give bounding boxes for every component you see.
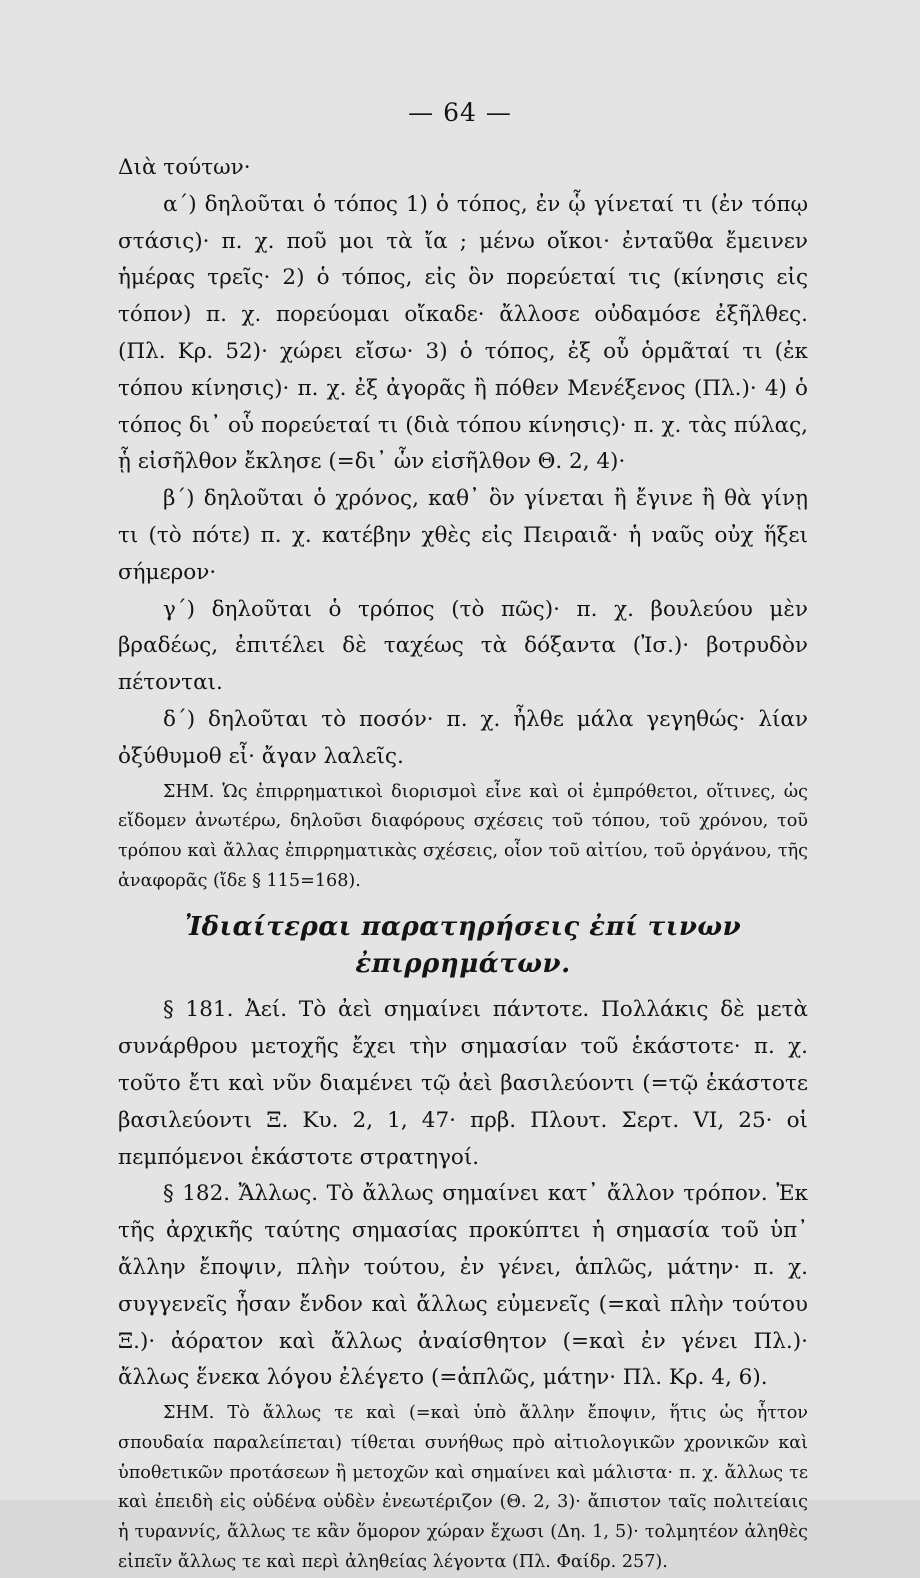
paragraph-delta: δ΄) δηλοῦται τὸ ποσόν· π. χ. ἦλθε μάλα γεγηθώς· λίαν ὀξύθυμοθ εἶ· ἄγαν λαλεῖς. bbox=[118, 706, 808, 769]
section-title: Ἰδιαίτεραι παρατηρήσεις ἐπί τινων ἐπιρρημάτων. bbox=[184, 911, 742, 979]
note-2: ΣΗΜ. Τὸ ἄλλως τε καὶ (=καὶ ὑπὸ ἄλλην ἔποψιν, ἥτις ὡς ἧττον σπουδαία παραλείπεται) τίθεται συνήθως πρὸ αἰτιολογικῶν χρονικῶν καὶ ὑποθετικῶν προτάσεων ἢ μετοχῶν καὶ σημαίνει καὶ μάλιστα· π. χ. ἄλλως τε καὶ ἐπειδὴ εἰς οὐδένα οὐδὲν ἐνεωτέριζον (Θ. 2, 3)· ἄπιστον ταῖς πολιτείαις ἡ τυραννίς, ἄλλως τε κἂν ὅμορον χώραν ἔχωσι (Δη. 1, 5)· τολμητέον ἀληθὲς εἰπεῖν ἄλλως τε καὶ περὶ ἀληθείας λέγοντα (Πλ. Φαίδρ. 257). bbox=[118, 1403, 808, 1573]
section-181: § 181. Ἀεί. Τὸ ἀεὶ σημαίνει πάντοτε. Πολλάκις δὲ μετὰ συνάρθρου μετοχῆς ἔχει τὴν σημασίαν τοῦ ἑκάστοτε· π. χ. τοῦτο ἔτι καὶ νῦν διαμένει τῷ ἀεὶ βασιλεύοντι (=τῷ ἑκάστοτε βασιλεύοντι Ξ. Κυ. 2, 1, 47· πρβ. Πλουτ. Σερτ. VI, 25· οἱ πεμπόμενοι ἑκάστοτε στρατηγοί. bbox=[118, 997, 808, 1170]
page-body bbox=[118, 150, 808, 1578]
note-1: ΣΗΜ. Ὡς ἐπιρρηματικοὶ διορισμοὶ εἶνε καὶ οἱ ἐμπρόθετοι, οἵτινες, ὡς εἴδομεν ἀνωτέρω, δηλοῦσι διαφόρους σχέσεις τοῦ τόπου, τοῦ χρόνου, τοῦ τρόπου καὶ ἄλλας ἐπιρρηματικὰς σχέσεις, οἷον τοῦ αἰτίου, τοῦ ὀργάνου, τῆς ἀναφορᾶς (ἴδε § 115=168). bbox=[118, 781, 808, 891]
intro-line: Διὰ τούτων· bbox=[118, 155, 251, 180]
paragraph-gamma: γ΄) δηλοῦται ὁ τρόπος (τὸ πῶς)· π. χ. βουλεύου μὲν βραδέως, ἐπιτέλει δὲ ταχέως τὰ δόξαντα (Ἰσ.)· βοτρυδὸν πέτονται. bbox=[118, 596, 808, 696]
paragraph-beta: β΄) δηλοῦται ὁ χρόνος, καθ᾽ ὃν γίνεται ἢ ἔγινε ἢ θὰ γίνῃ τι (τὸ πότε) π. χ. κατέβην χθὲς εἰς Πειραιᾶ· ἡ ναῦς οὐχ ἥξει σήμερον· bbox=[118, 486, 808, 585]
page-number: — 64 — bbox=[408, 98, 512, 127]
section-182: § 182. Ἄλλως. Τὸ ἄλλως σημαίνει κατ᾽ ἄλλον τρόπον. Ἐκ τῆς ἀρχικῆς ταύτης σημασίας προκύπτει ἡ σημασία τοῦ ὑπ᾽ ἄλλην ἔποψιν, πλὴν τούτου, ἐν γένει, ἁπλῶς, μάτην· π. χ. συγγενεῖς ἦσαν ἔνδον καὶ ἄλλως εὐμενεῖς (=καὶ πλὴν τούτου Ξ.)· ἀόρατον καὶ ἄλλως ἀναίσθητον (=καὶ ἐν γένει Πλ.)· ἄλλως ἕνεκα λόγου ἐλέγετο (=ἁπλῶς, μάτην· Πλ. Κρ. 4, 6). bbox=[118, 1181, 808, 1391]
paragraph-alpha: α΄) δηλοῦται ὁ τόπος 1) ὁ τόπος, ἐν ᾧ γίνεταί τι (ἐν τόπῳ στάσις)· π. χ. ποῦ μοι τὰ ἴα ; μένω οἴκοι· ἐνταῦθα ἔμεινεν ἡμέρας τρεῖς· 2) ὁ τόπος, εἰς ὃν πορεύεταί τις (κίνησις εἰς τόπον) π. χ. πορεύομαι οἴκαδε· ἄλλοσε οὐδαμόσε ἐξῆλθες. (Πλ. Κρ. 52)· χώρει εἴσω· 3) ὁ τόπος, ἐξ οὗ ὁρμᾶταί τι (ἐκ τόπου κίνησις)· π. χ. ἐξ ἀγορᾶς ἢ πόθεν Μενέξενος (Πλ.)· 4) ὁ τόπος δι᾽ οὗ πορεύεταί τι (διὰ τόπου κίνησις)· π. χ. τὰς πύλας, ᾗ εἰσῆλθον ἔκλησε (=δι᾽ ὧν εἰσῆλθον Θ. 2, 4)· bbox=[118, 191, 808, 475]
